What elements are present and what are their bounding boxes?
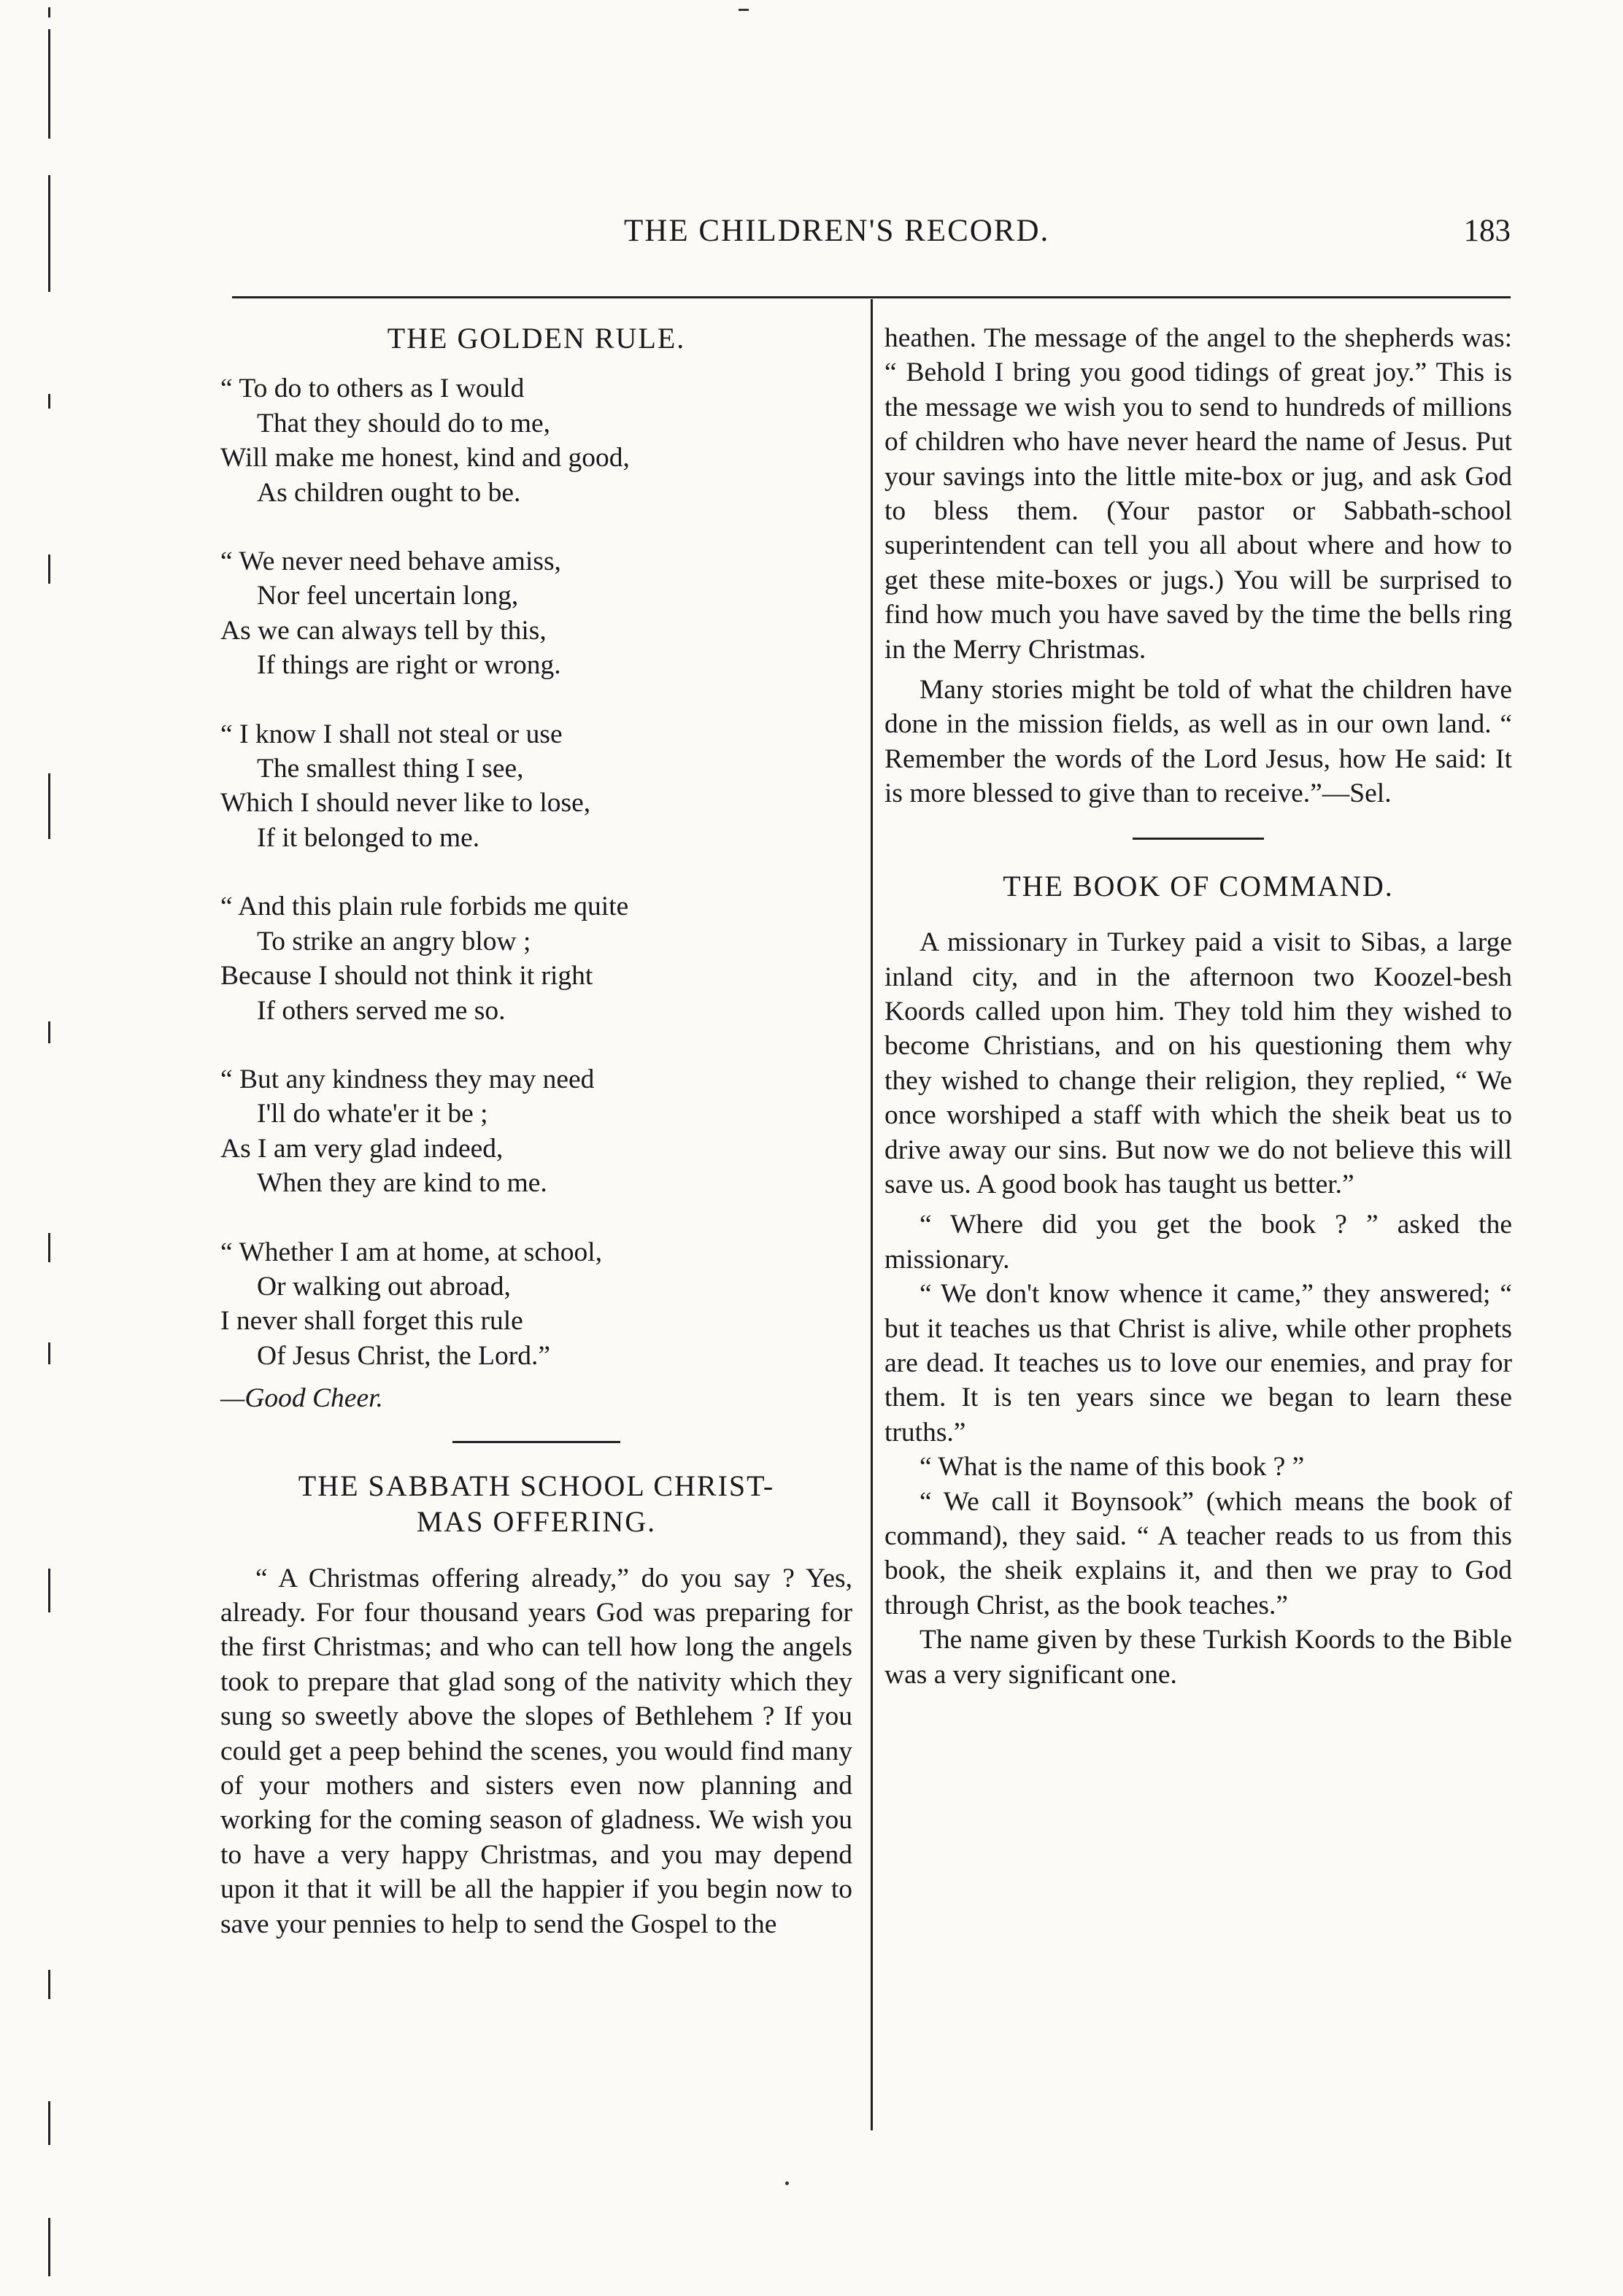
poem-stanza <box>220 371 852 510</box>
column-divider <box>871 299 873 2130</box>
right-column <box>884 321 1512 1692</box>
poem-line: “ I know I shall not steal or use <box>220 719 563 749</box>
poem-stanza <box>220 544 852 683</box>
poem-line: Or walking out abroad, <box>257 1271 511 1302</box>
left-column <box>220 321 852 1941</box>
print-speck <box>785 2181 789 2185</box>
page-header <box>219 213 1511 271</box>
article-title <box>220 1468 852 1539</box>
poem-attribution: —Good Cheer. <box>220 1383 383 1414</box>
poem-line: To strike an angry blow ; <box>257 926 531 956</box>
poem-stanza <box>220 1235 852 1374</box>
article-paragraph: “ A Christmas offering already,” do you say ? Yes, already. For four thousand years God was preparing for the first Christmas; and who can tell how long the angels took to prepare that glad song of the nativity which they sung so sweetly above the slopes of Bethlehem ? If you could get a peep behind the scenes, you would find many of your mothers and sisters even now planning and working for the coming season of gladness. We wish you to have a very happy Christmas, and you may depend upon it that it will be all the happier if you begin now to save your pennies to help to send the Gospel to the <box>220 1563 852 1939</box>
poem-line: “ But any kindness they may need <box>220 1064 595 1094</box>
article-paragraph: A missionary in Turkey paid a visit to Sibas, a large inland city, and in the afternoon two Koozel-besh Koords called upon him. They told him they wished to become Christians, and on his questioning them why they wished to change their religion, they replied, “ We once worshiped a staff with which the sheik beat us to drive away our sins. But now we do not believe this will save us. A good book has taught us better.” <box>884 927 1512 1199</box>
poem-line: I never shall forget this rule <box>220 1306 523 1337</box>
top-dash-mark <box>739 9 749 11</box>
poem-line: If things are right or wrong. <box>257 650 561 681</box>
article-paragraph: heathen. The message of the angel to the shepherds was: “ Behold I bring you good tidings of great joy.” This is the message we wish you to send to hundreds of millions of children who have never heard the name of Jesus. Put your savings into the little mite-box or jug, and ask God to bless them. (Your pastor or Sabbath-school superintendent can tell you all about where and how to get these mite-boxes or jugs.) You will be surprised to find how much you have saved by the time the bells ring in the Merry Christmas. <box>884 323 1512 665</box>
poem-line: Nor feel uncertain long, <box>257 581 519 611</box>
article-paragraph: “ What is the name of this book ? ” <box>920 1452 1305 1483</box>
article-paragraph: “ Where did you get the book ? ” asked the missionary. <box>884 1210 1512 1275</box>
article-paragraph: Many stories might be told of what the children have done in the mission fields, as well as in our own land. “ Remember the words of the Lord Jesus, how He said: It is more blessed to give than to receive.”—Sel. <box>884 675 1512 809</box>
article-title: THE BOOK OF COMMAND. <box>1003 869 1394 902</box>
poem-line: Because I should not think it right <box>220 961 593 992</box>
poem-line: As I am very glad indeed, <box>220 1133 504 1164</box>
poem-line: Will make me honest, kind and good, <box>220 443 630 473</box>
header-rule <box>232 296 1511 298</box>
poem-line: “ Whether I am at home, at school, <box>220 1237 603 1267</box>
poem-line: Of Jesus Christ, the Lord.” <box>257 1340 551 1371</box>
article-paragraph: The name given by these Turkish Koords to the Bible was a very significant one. <box>884 1625 1512 1690</box>
poem-line: As we can always tell by this, <box>220 615 547 646</box>
article-paragraph: “ We call it Boynsook” (which means the book of command), they said. “ A teacher reads to us from this book, the sheik explains it, and then we pray to God through Christ, as the book teaches.” <box>884 1486 1512 1620</box>
poem-line: That they should do to me, <box>257 408 551 438</box>
poem-stanza <box>220 717 852 856</box>
poem-line: If it belonged to me. <box>257 822 480 853</box>
poem <box>220 371 852 1415</box>
article-title-line: THE SABBATH SCHOOL CHRIST- <box>298 1469 775 1502</box>
poem-line: “ To do to others as I would <box>220 374 525 404</box>
poem-stanza <box>220 1062 852 1201</box>
page-number: 183 <box>1463 214 1511 248</box>
poem-stanza <box>220 889 852 1028</box>
poem-line: “ And this plain rule forbids me quite <box>220 892 629 922</box>
poem-line: As children ought to be. <box>257 477 521 508</box>
poem-line: I'll do whate'er it be ; <box>257 1099 488 1129</box>
poem-line: “ We never need behave amiss, <box>220 546 561 577</box>
article-paragraph: “ We don't know whence it came,” they answered; “ but it teaches us that Christ is alive, while other prophets are dead. It teaches us to love our enemies, and pray for them. It is ten years since we began to learn these truths.” <box>884 1279 1512 1447</box>
poem-line: Which I should never like to lose, <box>220 788 591 819</box>
binding-margin-marks <box>48 0 63 2296</box>
poem-title: THE GOLDEN RULE. <box>387 322 686 355</box>
running-title: THE CHILDREN'S RECORD. <box>624 214 1050 248</box>
poem-line: If others served me so. <box>257 995 506 1026</box>
article-title-line: MAS OFFERING. <box>416 1504 657 1538</box>
poem-line: The smallest thing I see, <box>257 754 524 784</box>
poem-line: When they are kind to me. <box>257 1168 547 1199</box>
section-divider <box>452 1441 620 1443</box>
section-divider <box>1133 838 1264 840</box>
